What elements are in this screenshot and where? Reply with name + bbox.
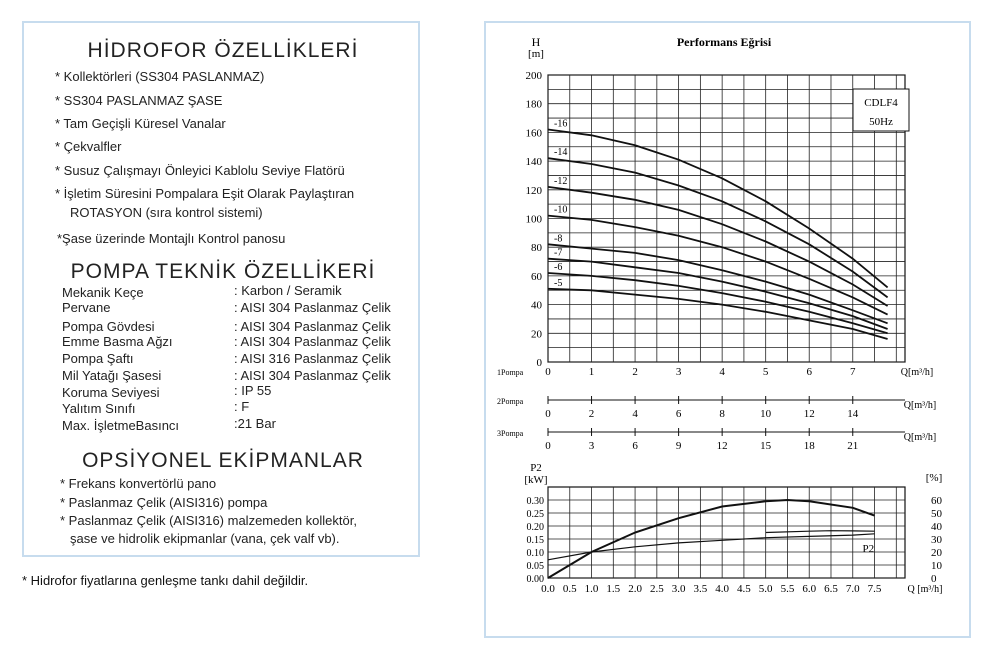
q-tick-label: 12	[716, 440, 728, 452]
head-curve-label: -6	[554, 262, 563, 274]
p2-tick-label: 0.20	[526, 522, 544, 533]
feature-item: * Tam Geçişli Küresel Vanalar	[55, 116, 226, 131]
q-tick-label: 10	[760, 408, 772, 420]
p-x-tick-label: 7.0	[845, 583, 860, 595]
head-curve-label: -5	[554, 277, 563, 289]
q-tick-label: 1	[588, 366, 595, 378]
q-tick-label: 15	[760, 440, 772, 452]
series-label: P2	[862, 542, 875, 555]
spec-value: : AISI 316 Paslanmaz Çelik	[234, 351, 391, 366]
feature-item: * Kollektörleri (SS304 PASLANMAZ)	[55, 69, 265, 84]
y-tick-label: 180	[525, 98, 542, 111]
q-tick-label: 0	[545, 440, 551, 452]
q-tick-label: 6	[632, 440, 638, 452]
pump-count-label: 1Pompa	[497, 368, 524, 377]
option-item: * Paslanmaz Çelik (AISI316) pompa	[60, 495, 268, 510]
p-x-tick-label: 3.0	[671, 583, 686, 595]
spec-label: Yalıtım Sınıfı	[62, 401, 136, 416]
y-tick-label: 120	[525, 184, 542, 197]
chart-title: Performans Eğrisi	[676, 35, 772, 49]
q-tick-label: 2	[632, 366, 638, 378]
legend-model: CDLF4	[864, 97, 898, 109]
q-tick-label: 12	[803, 408, 815, 420]
spec-label: Koruma Seviyesi	[62, 385, 160, 400]
pump-count-label: 3Pompa	[497, 429, 524, 438]
p-x-tick-label: 1.0	[584, 583, 599, 595]
q-tick-label: 0	[545, 366, 551, 378]
y2-tick-label: 10	[931, 560, 942, 572]
p2-tick-label: 0.15	[526, 535, 544, 546]
p-x-tick-label: 7.5	[867, 583, 882, 595]
feature-item: * SS304 PASLANMAZ ŞASE	[55, 93, 223, 108]
head-curve-label: -8	[554, 233, 563, 245]
p-x-tick-label: 4.5	[737, 583, 751, 595]
p-x-tick-label: 2.0	[628, 583, 642, 595]
p2-axis-label: P2	[530, 462, 542, 474]
q-tick-label: 3	[588, 440, 595, 452]
legend-frequency: 50Hz	[869, 116, 893, 128]
section-title-pump-specs: POMPA TEKNİK ÖZELLİKERİ	[70, 260, 376, 283]
y-tick-label: 40	[531, 299, 542, 312]
y-tick-label: 80	[531, 242, 542, 255]
option-item: * Frekans konvertörlü pano	[60, 476, 217, 491]
q-tick-label: 7	[850, 366, 856, 378]
p-x-tick-label: 6.5	[824, 583, 838, 595]
p2-tick-label: 0.00	[526, 574, 544, 585]
feature-item: *Şase üzerinde Montajlı Kontrol panosu	[57, 231, 286, 246]
y2-tick-label: 40	[931, 521, 942, 533]
p-x-axis-label: Q [m³/h]	[907, 584, 943, 595]
p-x-tick-label: 5.0	[758, 583, 773, 595]
y2-tick-label: 20	[931, 547, 942, 559]
head-curve-label: -10	[554, 204, 568, 216]
q-tick-label: 6	[806, 366, 812, 378]
q-tick-label: 5	[762, 366, 769, 378]
q-axis-unit-label: Q[m³/h]	[903, 432, 937, 443]
footnote: * Hidrofor fiyatlarına genleşme tankı dahil değildir.	[22, 573, 309, 588]
y-tick-label: 200	[525, 70, 542, 82]
spec-value: :21 Bar	[234, 416, 276, 431]
y-axis-label-h: H	[531, 35, 541, 49]
head-curve-label: -12	[554, 175, 568, 187]
option-item: * Paslanmaz Çelik (AISI316) malzemeden kollektör,	[60, 513, 357, 528]
q-tick-label: 4	[632, 408, 638, 420]
spec-label: Pompa Gövdesi	[62, 319, 155, 334]
p-x-tick-label: 0.0	[541, 583, 555, 595]
q-tick-label: 18	[803, 440, 815, 452]
y2-tick-label: 0	[931, 573, 937, 585]
power-plot-frame	[548, 487, 905, 578]
q-tick-label: 2	[588, 408, 595, 420]
p2-tick-label: 0.30	[526, 496, 544, 507]
feature-item: * İşletim Süresini Pompalara Eşit Olarak Paylaştıran	[55, 186, 355, 201]
q-tick-label: 3	[675, 366, 682, 378]
spec-value: : AISI 304 Paslanmaz Çelik	[234, 334, 391, 349]
p-x-tick-label: 0.5	[562, 583, 577, 595]
y2-axis-label: [%]	[925, 472, 943, 484]
feature-item: * Çekvalfler	[55, 139, 122, 154]
section-title-options: OPSİYONEL EKİPMANLAR	[82, 449, 364, 472]
p-x-tick-label: 6.0	[802, 583, 817, 595]
y2-tick-label: 60	[931, 495, 942, 507]
q-tick-label: 0	[545, 408, 551, 420]
y-tick-label: 0	[536, 357, 542, 369]
q-tick-label: 8	[719, 408, 725, 420]
head-curve-label: -16	[554, 118, 568, 130]
spec-value: : AISI 304 Paslanmaz Çelik	[234, 368, 391, 383]
y2-tick-label: 50	[931, 508, 942, 520]
q-tick-label: 21	[847, 440, 859, 452]
p-x-tick-label: 3.5	[693, 583, 708, 595]
spec-value: : AISI 304 Paslanmaz Çelik	[234, 319, 391, 334]
feature-item: ROTASYON (sıra kontrol sistemi)	[70, 205, 263, 220]
y-tick-label: 160	[525, 127, 542, 140]
q-axis-unit-label: Q[m³/h]	[900, 367, 934, 378]
spec-label: Mil Yatağı Şasesi	[62, 368, 162, 383]
pump-count-label: 2Pompa	[497, 397, 524, 406]
spec-label: Pervane	[62, 300, 111, 315]
power-curve-line	[766, 531, 875, 533]
p-x-tick-label: 1.5	[606, 583, 621, 595]
p2-tick-label: 0.25	[526, 509, 544, 520]
q-tick-label: 9	[675, 440, 682, 452]
y2-tick-label: 30	[931, 534, 942, 546]
q-tick-label: 14	[847, 408, 859, 420]
spec-label: Pompa Şaftı	[62, 351, 134, 366]
q-tick-label: 4	[719, 366, 725, 378]
spec-label: Max. İşletmeBasıncı	[62, 418, 180, 433]
spec-value: : AISI 304 Paslanmaz Çelik	[234, 300, 391, 315]
spec-label: Mekanik Keçe	[62, 285, 144, 300]
q-axis-unit-label: Q[m³/h]	[903, 400, 937, 411]
option-item: şase ve hidrolik ekipmanlar (vana, çek valf vb).	[70, 531, 340, 546]
head-curve-label: -7	[554, 247, 563, 259]
p2-unit-label: [kW]	[524, 474, 548, 486]
power-curve-line	[548, 534, 875, 560]
p-x-tick-label: 5.5	[780, 583, 795, 595]
head-curve-line	[548, 289, 888, 339]
spec-label: Emme Basma Ağzı	[62, 334, 173, 349]
head-curve-line	[548, 130, 888, 288]
y-tick-label: 20	[531, 328, 542, 341]
head-curve-line	[548, 216, 888, 315]
p2-tick-label: 0.05	[526, 561, 544, 572]
head-curve-label: -14	[554, 147, 568, 159]
spec-value: : Karbon / Seramik	[234, 283, 342, 298]
feature-item: * Susuz Çalışmayı Önleyici Kablolu Seviye Flatörü	[55, 163, 345, 178]
q-tick-label: 6	[675, 408, 682, 420]
y-tick-label: 140	[525, 156, 542, 169]
spec-value: : F	[234, 399, 250, 414]
p2-tick-label: 0.10	[526, 548, 544, 559]
spec-value: : IP 55	[234, 383, 272, 398]
p-x-tick-label: 2.5	[649, 583, 664, 595]
y-axis-label-m: [m]	[528, 48, 544, 60]
section-title-hydrofor: HİDROFOR ÖZELLİKLERİ	[87, 39, 359, 62]
y-tick-label: 60	[531, 270, 542, 283]
p-x-tick-label: 4.0	[715, 583, 730, 595]
y-tick-label: 100	[525, 213, 542, 226]
